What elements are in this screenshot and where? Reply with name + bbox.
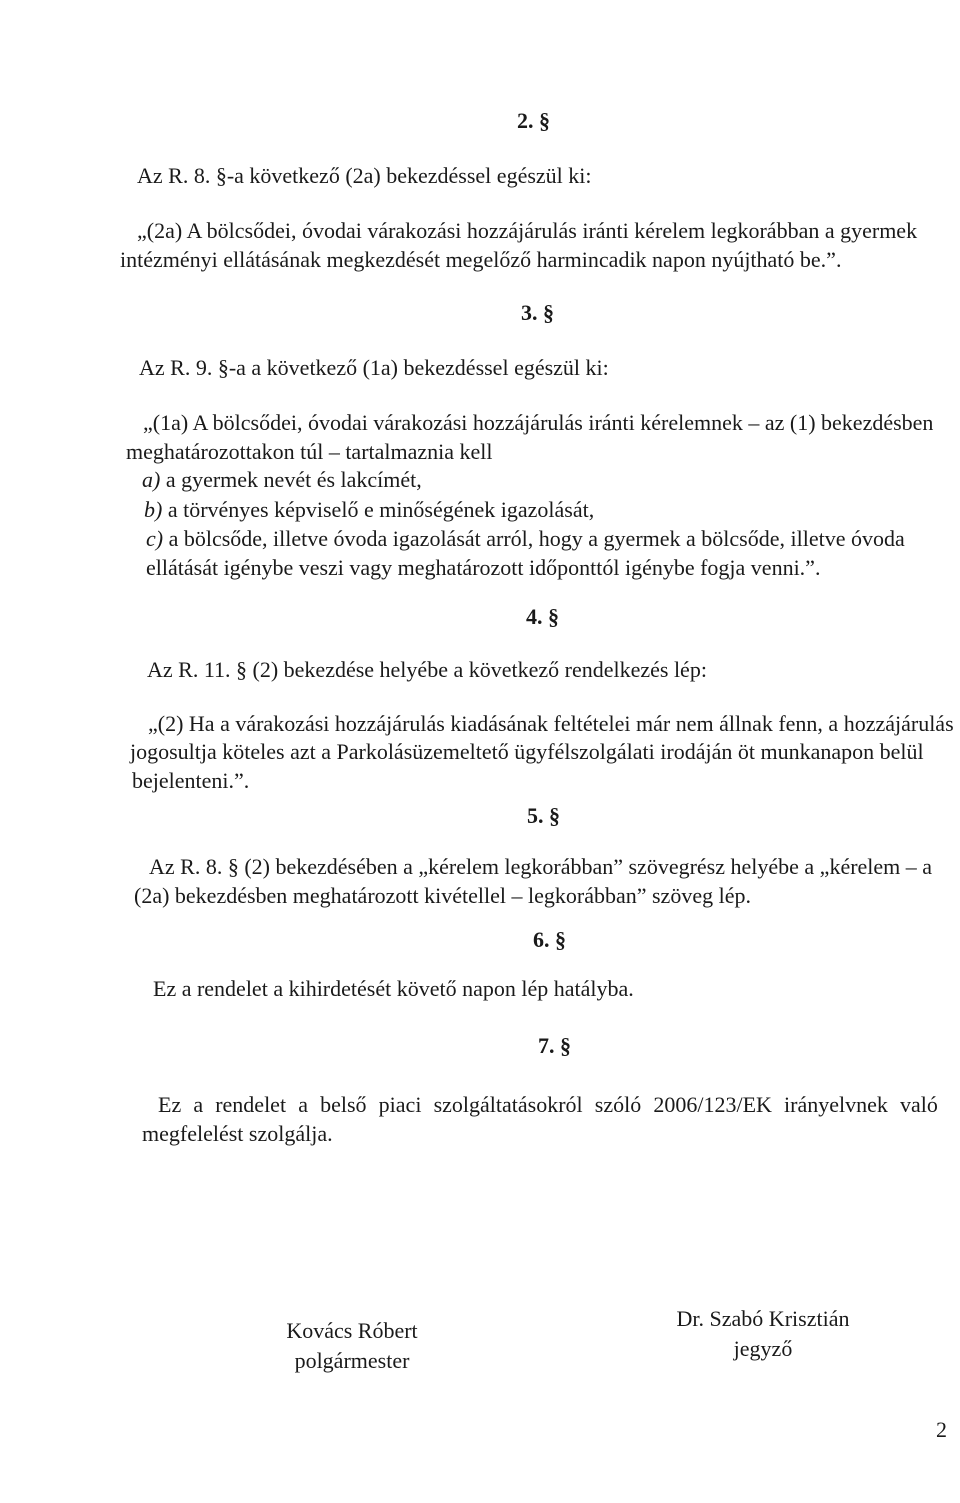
section-4-quote-line-1: „(2) Ha a várakozási hozzájárulás kiadásának feltételei már nem állnak fenn, a hozzájárulás: [148, 711, 954, 736]
section-3-heading: 3. §: [521, 300, 554, 325]
signature-left-name: Kovács Róbert: [286, 1318, 418, 1343]
section-3-item-b: [144, 497, 594, 523]
section-5-heading: 5. §: [527, 803, 560, 828]
page-number: 2: [936, 1417, 947, 1442]
item-c-text: a bölcsőde, illetve óvoda igazolását arról, hogy a gyermek a bölcsőde, illetve óvoda: [168, 526, 905, 551]
item-b-text: a törvényes képviselő e minőségének igazolását,: [167, 497, 595, 522]
signature-left: [262, 1316, 442, 1376]
s7-word: rendelet: [215, 1092, 287, 1117]
section-3-item-c: [146, 526, 905, 552]
s7-word: belső: [320, 1092, 367, 1117]
section-5-line-1: Az R. 8. § (2) bekezdésében a „kérelem legkorábban” szövegrész helyébe a „kérelem – a: [149, 854, 933, 879]
section-6-line-1: Ez a rendelet a kihirdetését követő napon lép hatályba.: [153, 976, 634, 1001]
s7-word: irányelvnek: [784, 1092, 888, 1117]
section-2-quote-line-2: intézményi ellátásának megkezdését megelőző harmincadik napon nyújtható be.”.: [120, 247, 842, 272]
section-7-line-2: megfelelést szolgálja.: [142, 1121, 333, 1146]
section-3-item-a: [142, 467, 422, 493]
item-a-letter: a): [142, 467, 161, 492]
item-c-letter: c): [146, 526, 164, 551]
section-4-quote-line-2: jogosultja köteles azt a Parkolásüzemeltető ügyfélszolgálati irodáján öt munkanapon belül: [130, 739, 924, 764]
s7-word: a: [298, 1092, 308, 1117]
s7-word: piaci: [378, 1092, 422, 1117]
s7-word: szolgáltatásokról: [433, 1092, 583, 1117]
section-2-quote-line-1: „(2a) A bölcsődei, óvodai várakozási hozzájárulás iránti kérelem legkorábban a gyermek: [137, 218, 918, 243]
s7-word: való: [900, 1092, 938, 1117]
signature-right-title: jegyző: [733, 1336, 793, 1361]
s7-word: 2006/123/EK: [653, 1092, 772, 1117]
s7-word: a: [193, 1092, 204, 1117]
signature-left-title: polgármester: [294, 1348, 410, 1373]
item-b-letter: b): [144, 497, 163, 522]
section-7-heading: 7. §: [538, 1033, 571, 1058]
section-3-quote-line-1: „(1a) A bölcsődei, óvodai várakozási hozzájárulás iránti kérelemnek – az (1) bekezdésben: [143, 410, 934, 435]
section-5-line-2: (2a) bekezdésben meghatározott kivétellel – legkorábban” szöveg lép.: [134, 883, 751, 908]
section-2-heading: 2. §: [517, 108, 550, 133]
section-4-intro: Az R. 11. § (2) bekezdése helyébe a következő rendelkezés lép:: [147, 657, 707, 682]
s7-word: szóló: [594, 1092, 642, 1117]
section-4-quote-line-3: bejelenteni.”.: [132, 768, 250, 793]
signature-right: [658, 1304, 868, 1364]
section-3-quote-line-2: meghatározottakon túl – tartalmaznia kell: [126, 439, 493, 464]
section-6-heading: 6. §: [533, 927, 566, 952]
section-3-intro: Az R. 9. §-a a következő (1a) bekezdéssel egészül ki:: [139, 355, 609, 380]
item-a-text: a gyermek nevét és lakcímét,: [165, 467, 422, 492]
section-7-line-1: [158, 1092, 938, 1118]
section-3-item-c-line-2: ellátását igénybe veszi vagy meghatározott időponttól igénybe fogja venni.”.: [146, 555, 821, 580]
section-4-heading: 4. §: [526, 604, 559, 629]
s7-word: Ez: [158, 1092, 182, 1117]
signature-right-name: Dr. Szabó Krisztián: [676, 1306, 850, 1331]
section-2-intro: Az R. 8. §-a következő (2a) bekezdéssel egészül ki:: [137, 163, 592, 188]
